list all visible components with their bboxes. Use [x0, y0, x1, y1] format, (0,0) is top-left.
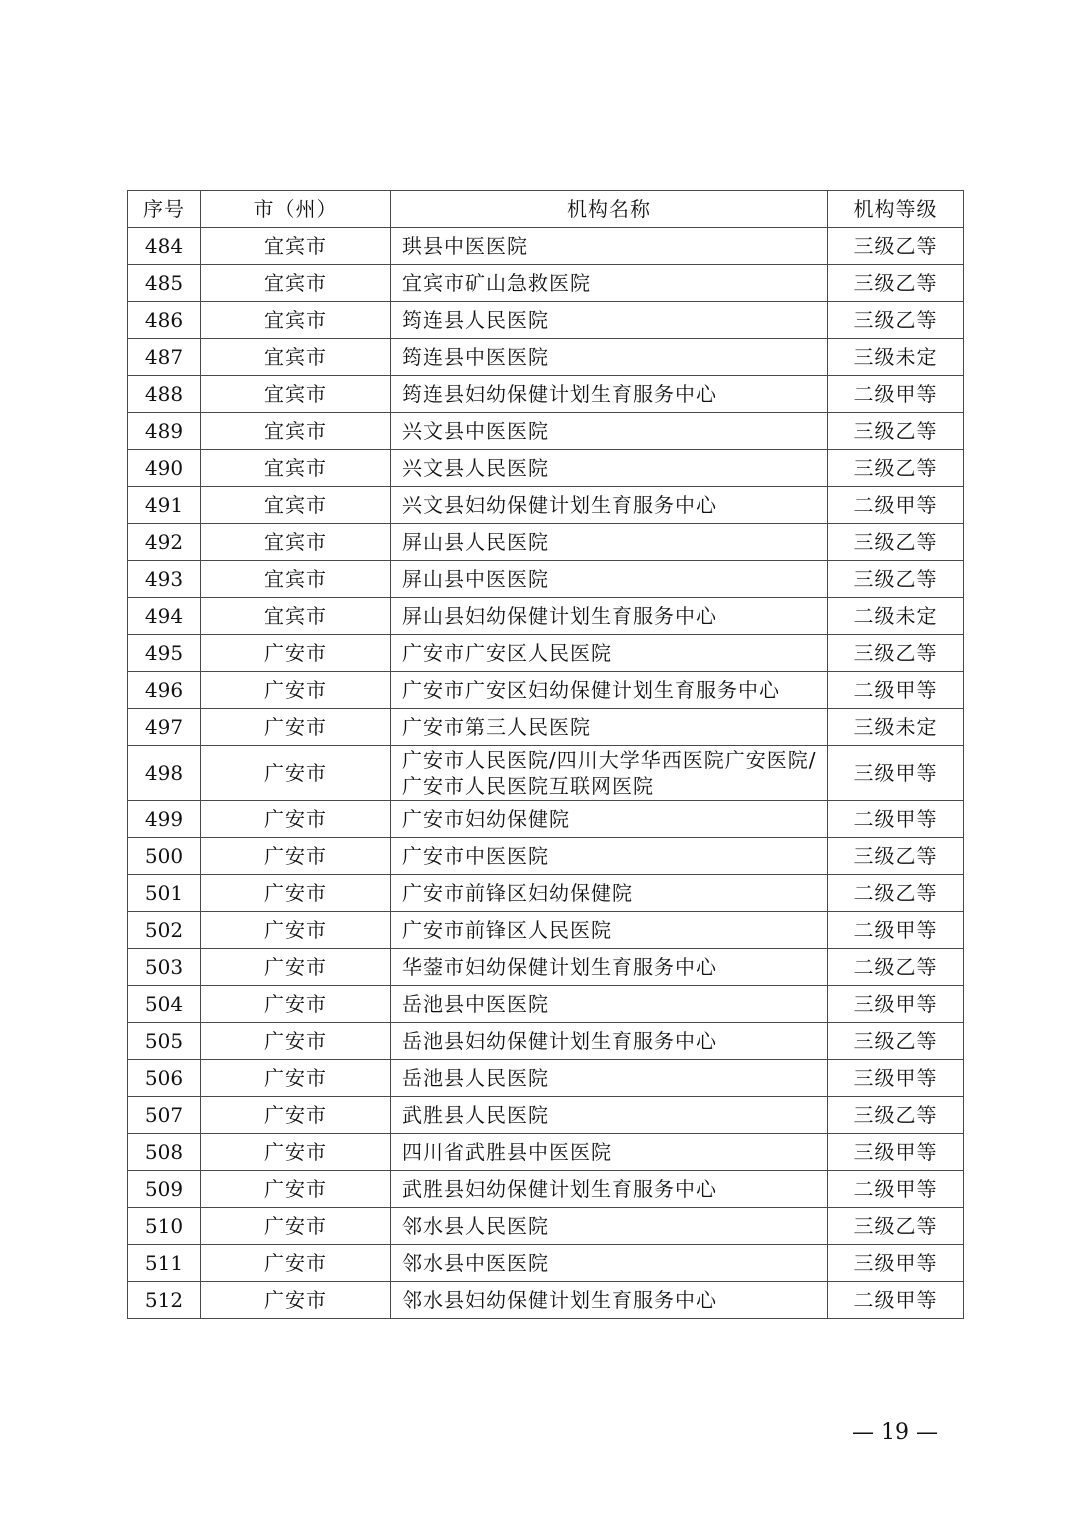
cell-city: 宜宾市 [201, 450, 391, 487]
cell-city: 宜宾市 [201, 228, 391, 265]
cell-institution-level: 三级乙等 [828, 302, 964, 339]
table-row [128, 1023, 964, 1060]
cell-institution-level: 二级甲等 [828, 672, 964, 709]
cell-serial-number: 493 [128, 561, 201, 598]
table-row [128, 413, 964, 450]
cell-serial-number: 484 [128, 228, 201, 265]
table-row [128, 635, 964, 672]
cell-institution-name: 屏山县妇幼保健计划生育服务中心 [391, 598, 828, 635]
cell-institution-name: 广安市第三人民医院 [391, 709, 828, 746]
table-row [128, 838, 964, 875]
cell-institution-level: 二级甲等 [828, 376, 964, 413]
cell-institution-name: 宜宾市矿山急救医院 [391, 265, 828, 302]
cell-institution-level: 二级甲等 [828, 1282, 964, 1319]
header-city: 市（州） [201, 191, 391, 228]
cell-institution-name: 屏山县中医医院 [391, 561, 828, 598]
cell-serial-number: 497 [128, 709, 201, 746]
cell-institution-name: 岳池县中医医院 [391, 986, 828, 1023]
cell-institution-name: 珙县中医医院 [391, 228, 828, 265]
cell-institution-name: 武胜县人民医院 [391, 1097, 828, 1134]
table-row [128, 1282, 964, 1319]
cell-institution-name: 广安市前锋区人民医院 [391, 912, 828, 949]
cell-institution-level: 三级乙等 [828, 524, 964, 561]
table-row [128, 228, 964, 265]
cell-institution-name: 筠连县人民医院 [391, 302, 828, 339]
cell-institution-name: 广安市前锋区妇幼保健院 [391, 875, 828, 912]
cell-institution-name: 华蓥市妇幼保健计划生育服务中心 [391, 949, 828, 986]
cell-serial-number: 491 [128, 487, 201, 524]
cell-city: 广安市 [201, 949, 391, 986]
cell-serial-number: 507 [128, 1097, 201, 1134]
cell-institution-name: 兴文县中医医院 [391, 413, 828, 450]
header-institution-level: 机构等级 [828, 191, 964, 228]
cell-serial-number: 492 [128, 524, 201, 561]
cell-institution-name: 武胜县妇幼保健计划生育服务中心 [391, 1171, 828, 1208]
table-row [128, 376, 964, 413]
cell-serial-number: 487 [128, 339, 201, 376]
cell-city: 广安市 [201, 635, 391, 672]
cell-institution-name: 邻水县人民医院 [391, 1208, 828, 1245]
cell-city: 广安市 [201, 1282, 391, 1319]
table-row [128, 450, 964, 487]
cell-serial-number: 512 [128, 1282, 201, 1319]
cell-serial-number: 511 [128, 1245, 201, 1282]
cell-serial-number: 490 [128, 450, 201, 487]
header-row [128, 191, 964, 228]
cell-serial-number: 504 [128, 986, 201, 1023]
table-row [128, 524, 964, 561]
cell-institution-level: 二级甲等 [828, 801, 964, 838]
table-header [128, 191, 964, 228]
table-row [128, 1208, 964, 1245]
cell-city: 广安市 [201, 746, 391, 801]
cell-city: 广安市 [201, 838, 391, 875]
cell-city: 广安市 [201, 1023, 391, 1060]
cell-institution-name: 广安市妇幼保健院 [391, 801, 828, 838]
cell-institution-level: 三级乙等 [828, 635, 964, 672]
table-row [128, 339, 964, 376]
cell-institution-level: 三级乙等 [828, 561, 964, 598]
cell-serial-number: 502 [128, 912, 201, 949]
cell-institution-level: 三级甲等 [828, 1134, 964, 1171]
cell-institution-level: 三级未定 [828, 709, 964, 746]
cell-city: 广安市 [201, 801, 391, 838]
table-row [128, 561, 964, 598]
cell-city: 宜宾市 [201, 339, 391, 376]
cell-institution-level: 二级甲等 [828, 912, 964, 949]
cell-institution-level: 三级甲等 [828, 986, 964, 1023]
cell-institution-name: 邻水县中医医院 [391, 1245, 828, 1282]
cell-serial-number: 499 [128, 801, 201, 838]
cell-institution-level: 三级甲等 [828, 746, 964, 801]
cell-serial-number: 505 [128, 1023, 201, 1060]
cell-institution-level: 三级未定 [828, 339, 964, 376]
cell-institution-level: 三级乙等 [828, 228, 964, 265]
cell-institution-name: 广安市广安区妇幼保健计划生育服务中心 [391, 672, 828, 709]
cell-institution-level: 二级乙等 [828, 875, 964, 912]
cell-city: 广安市 [201, 1171, 391, 1208]
table-body [128, 228, 964, 1319]
cell-serial-number: 485 [128, 265, 201, 302]
cell-city: 广安市 [201, 1134, 391, 1171]
cell-serial-number: 498 [128, 746, 201, 801]
cell-institution-name: 屏山县人民医院 [391, 524, 828, 561]
cell-city: 宜宾市 [201, 302, 391, 339]
cell-institution-name: 兴文县人民医院 [391, 450, 828, 487]
cell-city: 宜宾市 [201, 524, 391, 561]
cell-city: 广安市 [201, 709, 391, 746]
cell-city: 宜宾市 [201, 598, 391, 635]
cell-institution-name: 四川省武胜县中医医院 [391, 1134, 828, 1171]
cell-city: 广安市 [201, 1097, 391, 1134]
cell-institution-name: 邻水县妇幼保健计划生育服务中心 [391, 1282, 828, 1319]
cell-serial-number: 489 [128, 413, 201, 450]
table-row [128, 1171, 964, 1208]
cell-city: 宜宾市 [201, 413, 391, 450]
cell-city: 广安市 [201, 986, 391, 1023]
cell-institution-name: 广安市广安区人民医院 [391, 635, 828, 672]
cell-institution-level: 二级甲等 [828, 487, 964, 524]
table-row [128, 1097, 964, 1134]
cell-institution-level: 三级乙等 [828, 265, 964, 302]
cell-city: 宜宾市 [201, 487, 391, 524]
cell-institution-name: 筠连县中医医院 [391, 339, 828, 376]
cell-serial-number: 506 [128, 1060, 201, 1097]
cell-serial-number: 501 [128, 875, 201, 912]
header-institution-name: 机构名称 [391, 191, 828, 228]
cell-institution-name: 筠连县妇幼保健计划生育服务中心 [391, 376, 828, 413]
table-row [128, 487, 964, 524]
cell-city: 宜宾市 [201, 376, 391, 413]
cell-institution-name: 广安市中医医院 [391, 838, 828, 875]
cell-institution-name: 兴文县妇幼保健计划生育服务中心 [391, 487, 828, 524]
cell-city: 广安市 [201, 1208, 391, 1245]
table-row [128, 746, 964, 801]
cell-institution-level: 二级甲等 [828, 1171, 964, 1208]
table-row [128, 912, 964, 949]
cell-serial-number: 496 [128, 672, 201, 709]
cell-serial-number: 510 [128, 1208, 201, 1245]
cell-serial-number: 486 [128, 302, 201, 339]
cell-institution-level: 三级乙等 [828, 1097, 964, 1134]
page-number: — 19 — [852, 1420, 938, 1445]
cell-serial-number: 500 [128, 838, 201, 875]
institution-table [127, 190, 964, 1319]
table-row [128, 1134, 964, 1171]
table-row [128, 709, 964, 746]
cell-institution-level: 三级乙等 [828, 1208, 964, 1245]
cell-city: 广安市 [201, 1060, 391, 1097]
table-row [128, 302, 964, 339]
cell-institution-name: 岳池县人民医院 [391, 1060, 828, 1097]
cell-serial-number: 503 [128, 949, 201, 986]
cell-institution-level: 三级乙等 [828, 838, 964, 875]
table-row [128, 875, 964, 912]
cell-institution-level: 三级乙等 [828, 1023, 964, 1060]
cell-serial-number: 509 [128, 1171, 201, 1208]
table-row [128, 1245, 964, 1282]
table-row [128, 265, 964, 302]
cell-serial-number: 508 [128, 1134, 201, 1171]
cell-institution-level: 二级未定 [828, 598, 964, 635]
cell-city: 宜宾市 [201, 561, 391, 598]
cell-institution-level: 三级甲等 [828, 1060, 964, 1097]
cell-city: 宜宾市 [201, 265, 391, 302]
table-row [128, 801, 964, 838]
table-row [128, 1060, 964, 1097]
table-row [128, 986, 964, 1023]
cell-institution-name: 岳池县妇幼保健计划生育服务中心 [391, 1023, 828, 1060]
table-row [128, 598, 964, 635]
cell-institution-level: 三级甲等 [828, 1245, 964, 1282]
cell-institution-level: 三级乙等 [828, 413, 964, 450]
header-serial-number: 序号 [128, 191, 201, 228]
table-row [128, 949, 964, 986]
cell-institution-name: 广安市人民医院/四川大学华西医院广安医院/广安市人民医院互联网医院 [391, 746, 828, 801]
cell-serial-number: 488 [128, 376, 201, 413]
cell-institution-level: 二级乙等 [828, 949, 964, 986]
cell-city: 广安市 [201, 875, 391, 912]
cell-serial-number: 495 [128, 635, 201, 672]
cell-city: 广安市 [201, 672, 391, 709]
cell-institution-level: 三级乙等 [828, 450, 964, 487]
cell-city: 广安市 [201, 1245, 391, 1282]
table-row [128, 672, 964, 709]
cell-serial-number: 494 [128, 598, 201, 635]
cell-city: 广安市 [201, 912, 391, 949]
